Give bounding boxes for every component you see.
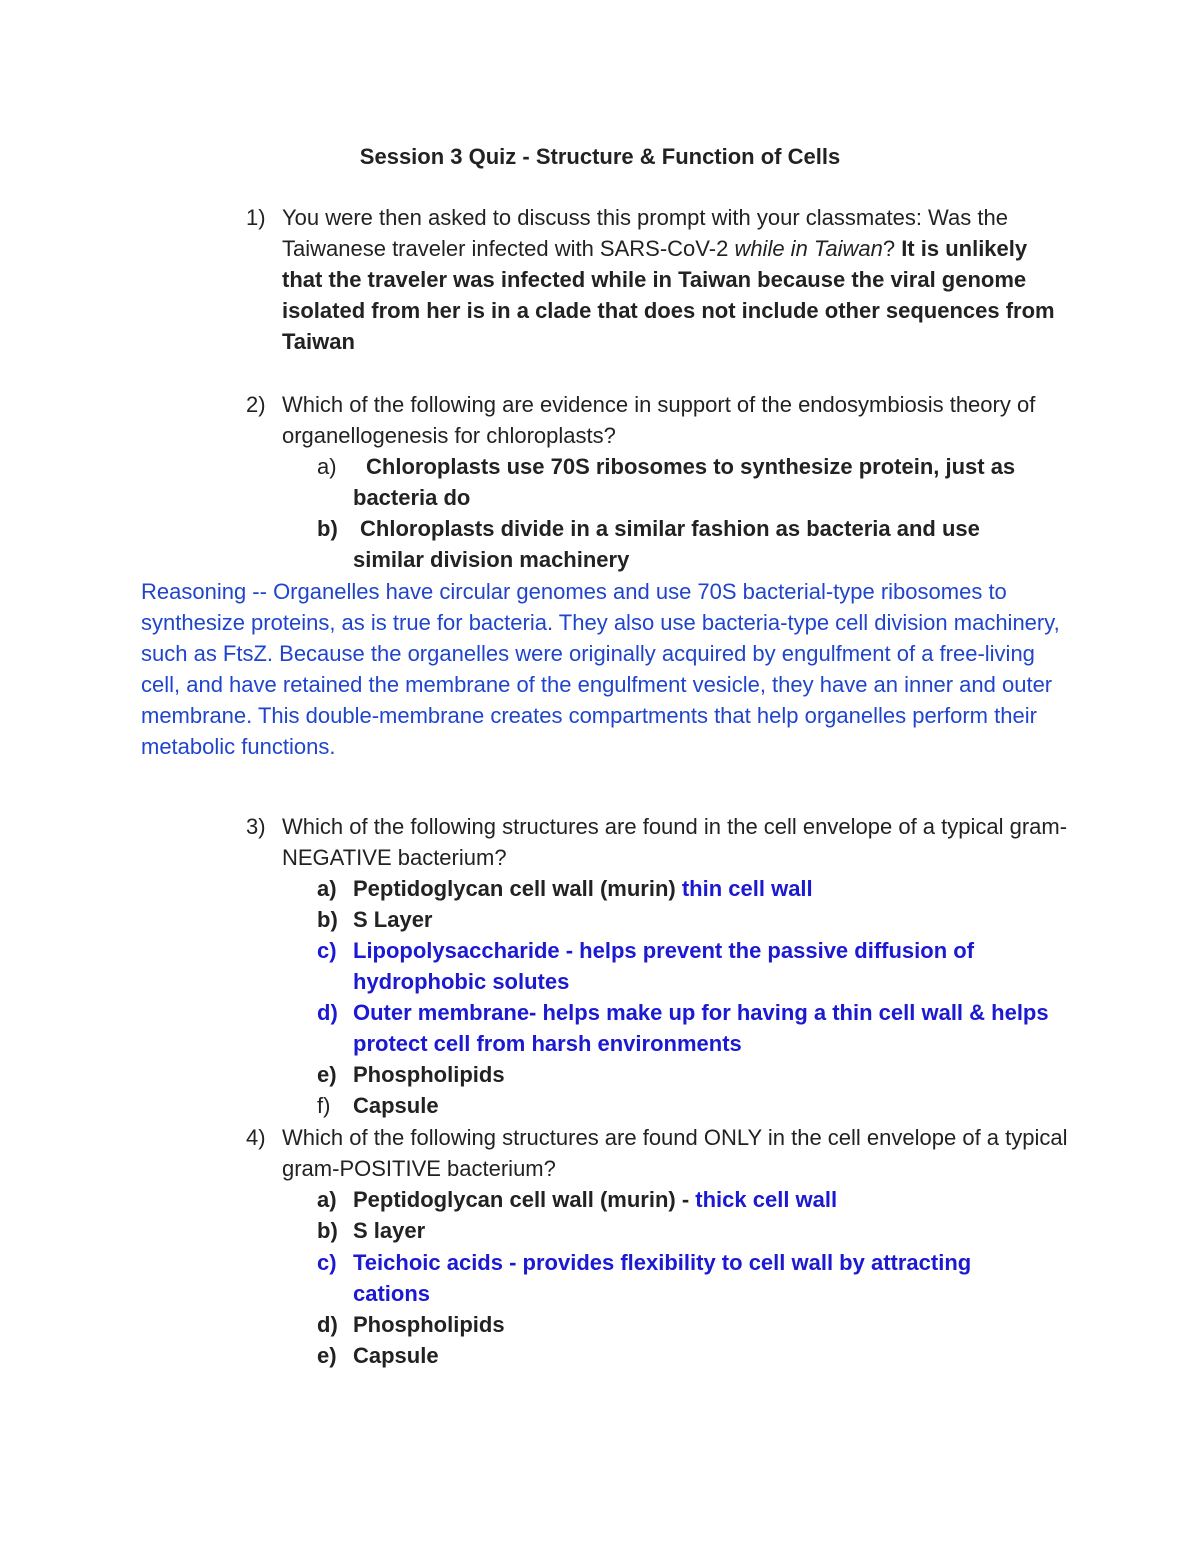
option-label: b): [317, 516, 338, 541]
option-label: a): [317, 1187, 337, 1212]
option-text: Capsule: [353, 1343, 439, 1368]
question-number: 3): [246, 814, 266, 839]
question-text: Which of the following structures are found in the cell envelope of a typical gram-NEGATIVE bacterium?: [282, 814, 1068, 870]
reasoning-text: Reasoning -- Organelles have circular genomes and use 70S bacterial-type ribosomes to synthesize proteins, as is true for bacteria. They also use bacteria-type cell division machinery, such as FtsZ. Because the organelles were originally acquired by engulfment of a free-living cell, and have retained the membrane of the engulfment vesicle, they have an inner and outer membrane. This double-membrane creates compartments that help organelles perform their metabolic functions.: [141, 579, 1060, 759]
option-note: thick cell wall: [695, 1187, 838, 1212]
option-text: Phospholipids: [353, 1062, 505, 1087]
option-label: c): [317, 1250, 337, 1275]
question-number: 1): [246, 205, 266, 230]
question-text: Which of the following are evidence in support of the endosymbiosis theory of organellogenesis for chloroplasts?: [282, 392, 1036, 448]
option-text: Peptidoglycan cell wall (murin) - thick cell wall: [353, 1187, 838, 1212]
option-text: Capsule: [353, 1093, 439, 1118]
option-label: e): [317, 1343, 337, 1368]
option-label: d): [317, 1000, 338, 1025]
option-label: f): [317, 1093, 331, 1118]
page-title: Session 3 Quiz - Structure & Function of Cells: [359, 144, 841, 169]
option-label: e): [317, 1062, 337, 1087]
answer-text: It is unlikely that the traveler was infected while in Taiwan because the viral genome isolated from her is in a clade that does not include other sequences from Taiwan: [282, 236, 1055, 354]
option-text: Outer membrane- helps make up for having a thin cell wall & helps protect cell from harsh environments: [353, 1000, 1049, 1056]
option-note: thin cell wall: [681, 876, 813, 901]
option-text: Peptidoglycan cell wall (murin) thin cell wall: [353, 876, 813, 901]
option-text: Lipopolysaccharide - helps prevent the passive diffusion of hydrophobic solutes: [353, 938, 975, 994]
option-text: Chloroplasts divide in a similar fashion as bacteria and use similar division machinery: [353, 516, 980, 572]
option-label: b): [317, 1218, 338, 1243]
option-label: d): [317, 1312, 338, 1337]
option-text: S Layer: [353, 907, 433, 932]
option-label: a): [317, 876, 337, 901]
option-text: S layer: [353, 1218, 426, 1243]
question-text: You were then asked to discuss this prompt with your classmates: Was the Taiwanese traveler infected with SARS-CoV-2 while in Taiwan? It is unlikely that the traveler was infected while in Taiwan because the viral genome isolated from her is in a clade that does not include other sequences from Taiwan: [282, 205, 1055, 354]
option-text: Teichoic acids - provides flexibility to cell wall by attracting cations: [353, 1250, 972, 1306]
question-number: 4): [246, 1125, 266, 1150]
option-text: Phospholipids: [353, 1312, 505, 1337]
question-number: 2): [246, 392, 266, 417]
question-text: Which of the following structures are found ONLY in the cell envelope of a typical gram-POSITIVE bacterium?: [282, 1125, 1068, 1181]
option-label: a): [317, 454, 337, 479]
option-label: b): [317, 907, 338, 932]
option-label: c): [317, 938, 337, 963]
option-text: Chloroplasts use 70S ribosomes to synthesize protein, just as bacteria do: [353, 454, 1016, 510]
